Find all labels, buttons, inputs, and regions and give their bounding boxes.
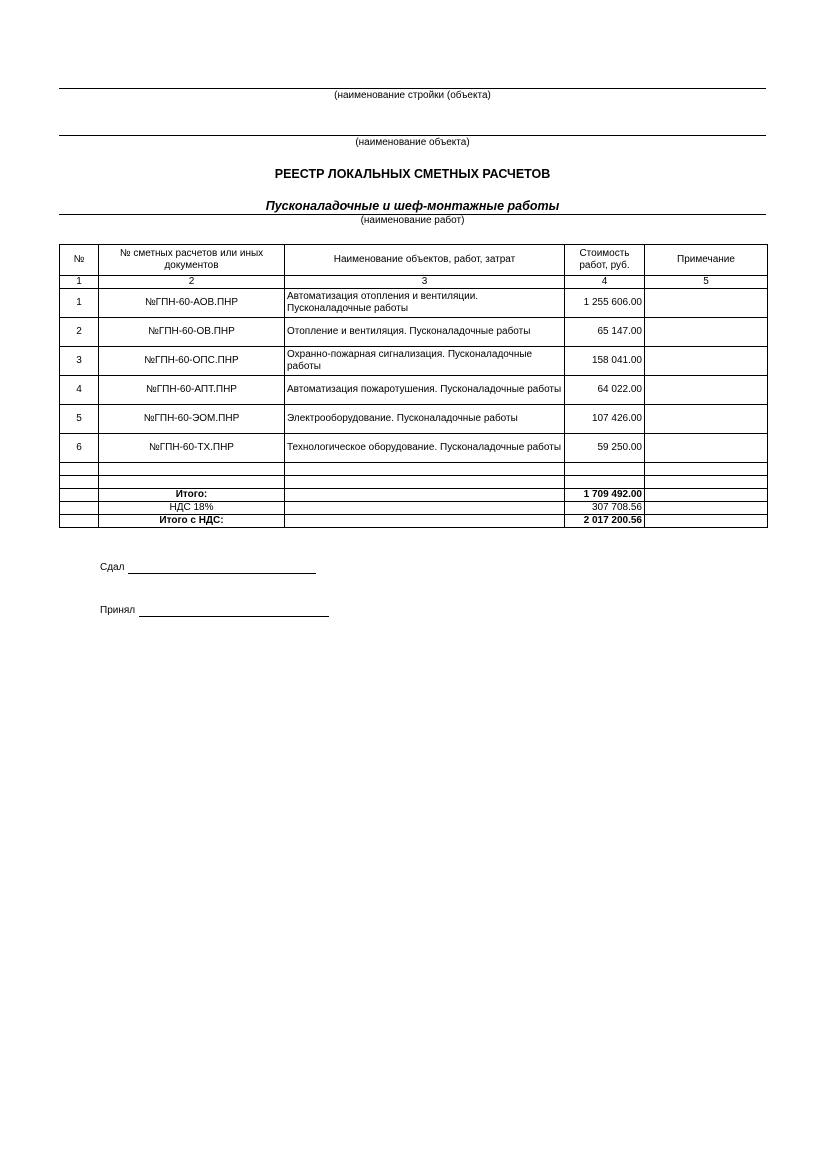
row-note [645, 347, 768, 376]
row-cost: 158 041.00 [565, 347, 645, 376]
col-header-doc: № сметных расчетов или иных документов [99, 245, 285, 276]
row-doc: №ГПН-60-АОВ.ПНР [99, 289, 285, 318]
row-note [645, 405, 768, 434]
row-doc: №ГПН-60-АПТ.ПНР [99, 376, 285, 405]
registry-table [59, 244, 768, 528]
row-name: Автоматизация отопления и вентиляции. Пусконаладочные работы [285, 289, 565, 318]
row-name: Электрооборудование. Пусконаладочные работы [285, 405, 565, 434]
total-value: 1 709 492.00 [565, 489, 645, 502]
col-number: 2 [99, 276, 285, 289]
works-name: Пусконаладочные и шеф-монтажные работы [265, 199, 560, 213]
row-doc: №ГПН-60-ТХ.ПНР [99, 434, 285, 463]
col-number: 4 [565, 276, 645, 289]
row-cost: 107 426.00 [565, 405, 645, 434]
accepted-signature-line[interactable] [139, 606, 329, 617]
row-note [645, 318, 768, 347]
row-doc: №ГПН-60-ОПС.ПНР [99, 347, 285, 376]
accepted-label: Принял [100, 605, 136, 616]
col-header-cost: Стоимость работ, руб. [565, 245, 645, 276]
vat-value: 307 708.56 [565, 502, 645, 515]
row-cost: 1 255 606.00 [565, 289, 645, 318]
table-header-row [60, 245, 768, 276]
col-header-num: № [60, 245, 99, 276]
table-row [60, 405, 768, 434]
row-num: 5 [60, 405, 99, 434]
total-vat-row [60, 515, 768, 528]
row-num: 4 [60, 376, 99, 405]
row-num: 6 [60, 434, 99, 463]
empty-row [60, 463, 768, 476]
row-note [645, 434, 768, 463]
page-title: РЕЕСТР ЛОКАЛЬНЫХ СМЕТНЫХ РАСЧЕТОВ [274, 167, 551, 181]
row-name: Охранно-пожарная сигнализация. Пусконаладочные работы [285, 347, 565, 376]
row-num: 2 [60, 318, 99, 347]
construction-caption: (наименование стройки (объекта) [334, 90, 491, 101]
works-caption: (наименование работ) [360, 215, 465, 226]
col-number: 3 [285, 276, 565, 289]
col-number: 5 [645, 276, 768, 289]
accepted-signature [100, 605, 329, 617]
vat-label: НДС 18% [99, 502, 285, 515]
row-doc: №ГПН-60-ЭОМ.ПНР [99, 405, 285, 434]
empty-row [60, 476, 768, 489]
handed-label: Сдал [100, 562, 125, 573]
total-label: Итого: [99, 489, 285, 502]
total-vat-label: Итого с НДС: [99, 515, 285, 528]
col-number: 1 [60, 276, 99, 289]
row-num: 3 [60, 347, 99, 376]
col-header-name: Наименование объектов, работ, затрат [285, 245, 565, 276]
object-line [59, 135, 766, 136]
row-cost: 59 250.00 [565, 434, 645, 463]
row-cost: 64 022.00 [565, 376, 645, 405]
object-caption: (наименование объекта) [355, 137, 470, 148]
row-num: 1 [60, 289, 99, 318]
row-name: Технологическое оборудование. Пусконаладочные работы [285, 434, 565, 463]
table-row [60, 434, 768, 463]
col-header-note: Примечание [645, 245, 768, 276]
table-row [60, 289, 768, 318]
row-doc: №ГПН-60-ОВ.ПНР [99, 318, 285, 347]
handed-signature-line[interactable] [128, 563, 316, 574]
row-note [645, 289, 768, 318]
column-numbers-row [60, 276, 768, 289]
row-note [645, 376, 768, 405]
row-name: Автоматизация пожаротушения. Пусконаладочные работы [285, 376, 565, 405]
construction-line [59, 88, 766, 89]
table-row [60, 318, 768, 347]
total-row [60, 489, 768, 502]
row-name: Отопление и вентиляция. Пусконаладочные работы [285, 318, 565, 347]
row-cost: 65 147.00 [565, 318, 645, 347]
handed-signature [100, 562, 316, 574]
vat-row [60, 502, 768, 515]
table-row [60, 376, 768, 405]
table-row [60, 347, 768, 376]
total-vat-value: 2 017 200.56 [565, 515, 645, 528]
